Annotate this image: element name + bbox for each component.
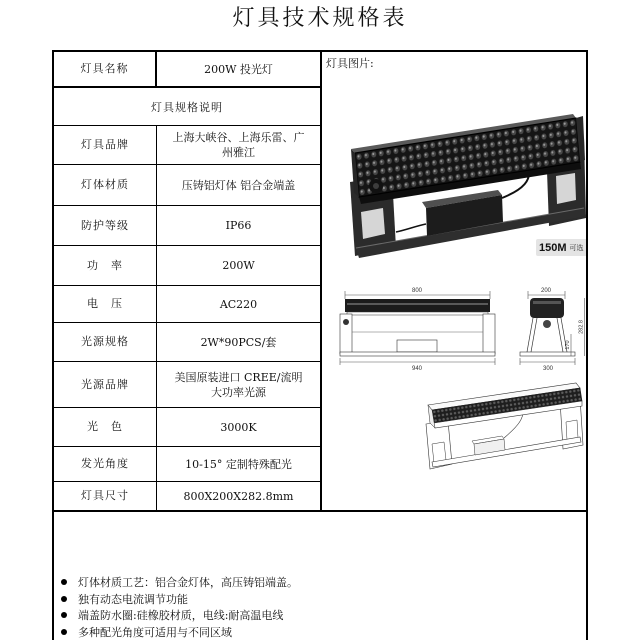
picture-panel (320, 52, 586, 510)
feature-text: 灯体材质工艺：铝合金灯体，高压铸铝端盖。 (78, 576, 298, 590)
table-row-name (54, 52, 320, 88)
list-item (54, 574, 298, 591)
table-row (54, 206, 320, 246)
section-title: 灯具规格说明 (151, 100, 223, 114)
side-view-drawing (520, 288, 585, 372)
table-row (54, 482, 320, 510)
table-row (54, 408, 320, 447)
side-head-detail (533, 301, 561, 304)
persp-base-plate (432, 437, 581, 467)
option-badge (536, 239, 586, 256)
front-bar (345, 299, 490, 312)
side-knob-icon (543, 320, 551, 328)
front-driver (397, 340, 437, 352)
row-label: 灯具品牌 (54, 126, 157, 164)
row-value: 200W (222, 259, 255, 272)
list-item (54, 591, 298, 608)
front-knob-icon (343, 319, 349, 325)
row-value: 压铸铝灯体 铝合金端盖 (181, 178, 296, 192)
row-label: 光源品牌 (54, 362, 157, 407)
row-value: 200W 投光灯 (204, 62, 273, 76)
right-bracket-window (556, 173, 576, 204)
perspective-drawing (426, 383, 583, 469)
row-label: 灯体材质 (54, 165, 157, 205)
row-value: IP66 (225, 219, 252, 232)
row-label: 防护等级 (54, 206, 157, 245)
left-bracket-window (361, 208, 385, 239)
table-row-section (54, 88, 320, 126)
row-value: 上海大峡谷、上海乐雷、广州雅江 (172, 131, 305, 159)
product-photo (350, 114, 586, 258)
row-value: 美国原装进口 CREE/流明大功率光源 (174, 370, 303, 399)
feature-text: 多种配光角度可适用与不同区域 (78, 625, 232, 639)
row-label: 灯具名称 (54, 52, 157, 86)
persp-right-bracket-window (566, 420, 578, 440)
row-value: 10-15° 定制特殊配光 (185, 457, 292, 471)
table-row (54, 362, 320, 408)
row-label: 灯具尺寸 (54, 482, 157, 510)
picture-label: 灯具图片: (326, 57, 374, 70)
front-view-drawing (340, 288, 495, 372)
feature-text: 独有动态电流调节功能 (78, 592, 188, 606)
dim-front-length: 800 (411, 288, 423, 294)
front-right-bracket (483, 314, 495, 354)
dim-side-base: 300 (542, 366, 554, 372)
table-row (54, 246, 320, 286)
front-bar-lens (347, 312, 488, 315)
table-row (54, 286, 320, 323)
bullet-icon (61, 629, 67, 635)
badge-sub-text: 可选 (569, 243, 584, 252)
page-title: 灯具技术规格表 (232, 6, 408, 31)
row-label: 光源规格 (54, 323, 157, 361)
row-value: 2W*90PCS/套 (200, 335, 277, 349)
table-row (54, 447, 320, 482)
front-bar-stripe (347, 303, 488, 305)
bullet-icon (61, 612, 67, 618)
row-value: AC220 (219, 297, 258, 311)
feature-list (54, 574, 298, 640)
row-label: 发光角度 (54, 447, 157, 481)
row-value: 800X200X282.8mm (183, 489, 294, 503)
dim-side-width: 200 (540, 288, 552, 294)
feature-text: 端盖防水圈:硅橡胶材质，电线:耐高温电线 (78, 609, 284, 623)
bullet-icon (61, 596, 67, 602)
list-item (54, 624, 298, 640)
list-item (54, 607, 298, 624)
row-label: 光 色 (54, 408, 157, 446)
table-row (54, 165, 320, 206)
front-base-plate (340, 352, 495, 356)
bullet-icon (61, 579, 67, 585)
row-value: 3000K (220, 420, 257, 434)
dim-side-bracket: 170 (565, 340, 571, 350)
table-row (54, 126, 320, 165)
feature-notes (52, 512, 588, 640)
adjust-knob-center (373, 183, 379, 189)
side-base-plate (520, 352, 575, 356)
output-cable (396, 224, 426, 232)
row-label: 电 压 (54, 286, 157, 322)
table-row (54, 323, 320, 362)
spec-table-left (54, 52, 320, 510)
spec-table (52, 50, 588, 512)
product-illustrations (322, 52, 586, 510)
badge-main-text: 150M (539, 241, 567, 254)
dim-side-height: 282.8 (578, 320, 585, 334)
dim-overall-length: 940 (411, 366, 423, 372)
row-label: 功 率 (54, 246, 157, 285)
